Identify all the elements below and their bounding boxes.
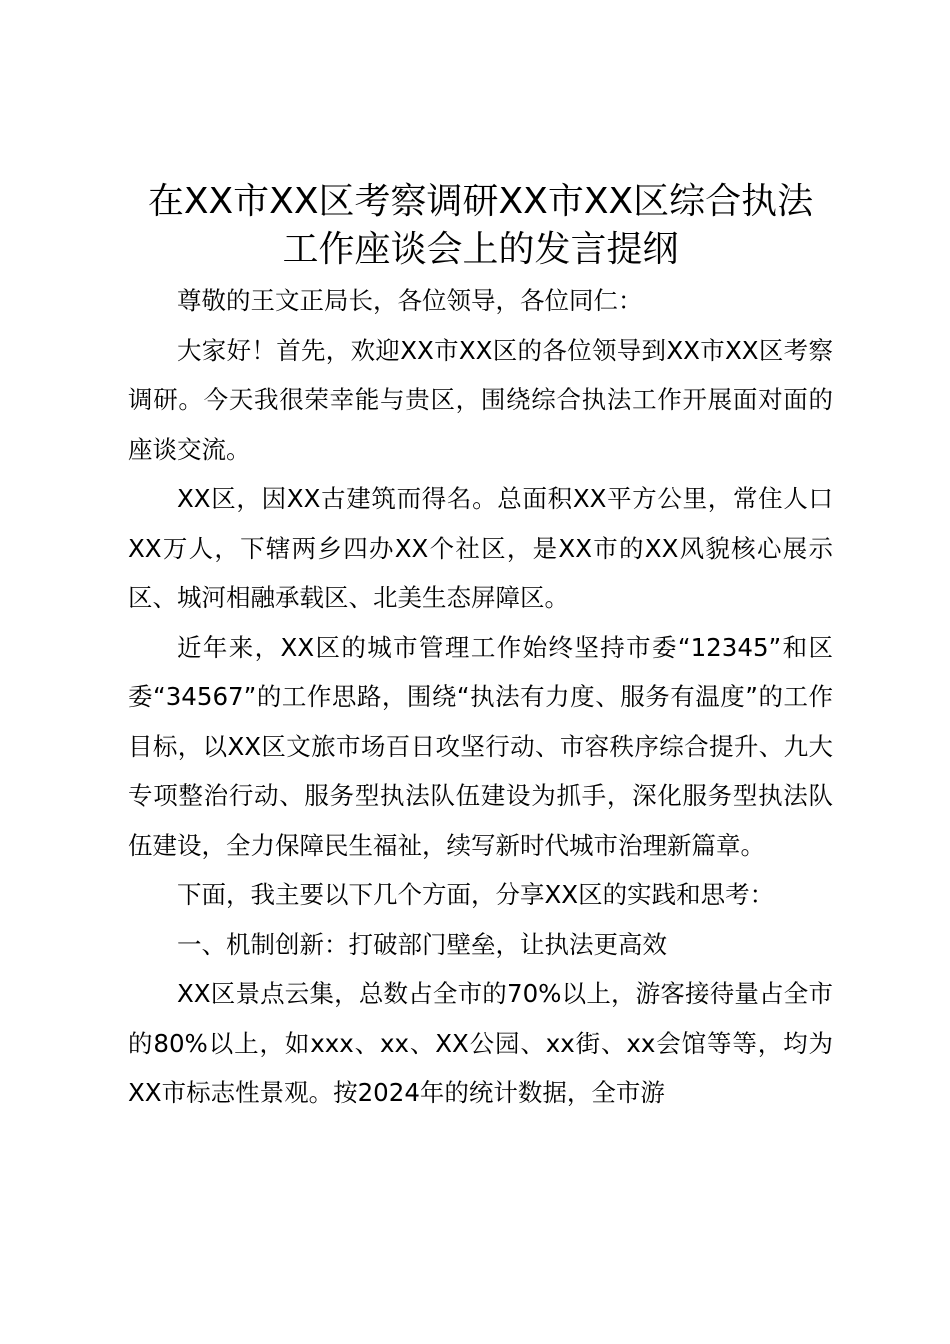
paragraph-district-intro: XX区，因XX古建筑而得名。总面积XX平方公里，常住人口XX万人，下辖两乡四办XX个社区，是XX市的XX风貌核心展示区、城河相融承载区、北美生态屏障区。 — [128, 484, 833, 612]
document-body — [128, 178, 833, 1118]
greeting: 尊敬的王文正局长，各位领导，各位同仁： — [177, 286, 643, 315]
section-heading: 一、机制创新：打破部门壁垒，让执法更高效 — [177, 929, 667, 959]
paragraph-welcome: 大家好！首先，欢迎XX市XX区的各位领导到XX市XX区考察调研。今天我很荣幸能与贵区，围绕综合执法工作开展面对面的座谈交流。 — [128, 335, 833, 464]
paragraph-recent-work: 近年来，XX区的城市管理工作始终坚持市委“12345”和区委“34567”的工作思路，围绕“执法有力度、服务有温度”的工作目标，以XX区文旅市场百日攻坚行动、市容秩序综合提升、九大专项整治行动、服务型执法队伍建设为抓手，深化服务型执法队伍建设，全力保障民生福祉，续写新时代城市治理新篇章。 — [128, 632, 833, 860]
document-title — [128, 178, 833, 274]
paragraph-outline-intro: 下面，我主要以下几个方面，分享XX区的实践和思考： — [177, 880, 775, 909]
title-line-1: 在XX市XX区考察调研XX市XX区综合执法 — [147, 181, 814, 222]
title-line-2: 工作座谈会上的发言提纲 — [282, 229, 679, 270]
paragraph-section-body: XX区景点云集，总数占全市的70%以上，游客接待量占全市的80%以上，如xxx、xx、XX公园、xx街、xx会馆等等，均为XX市标志性景观。按2024年的统计数据，全市游 — [128, 979, 833, 1107]
